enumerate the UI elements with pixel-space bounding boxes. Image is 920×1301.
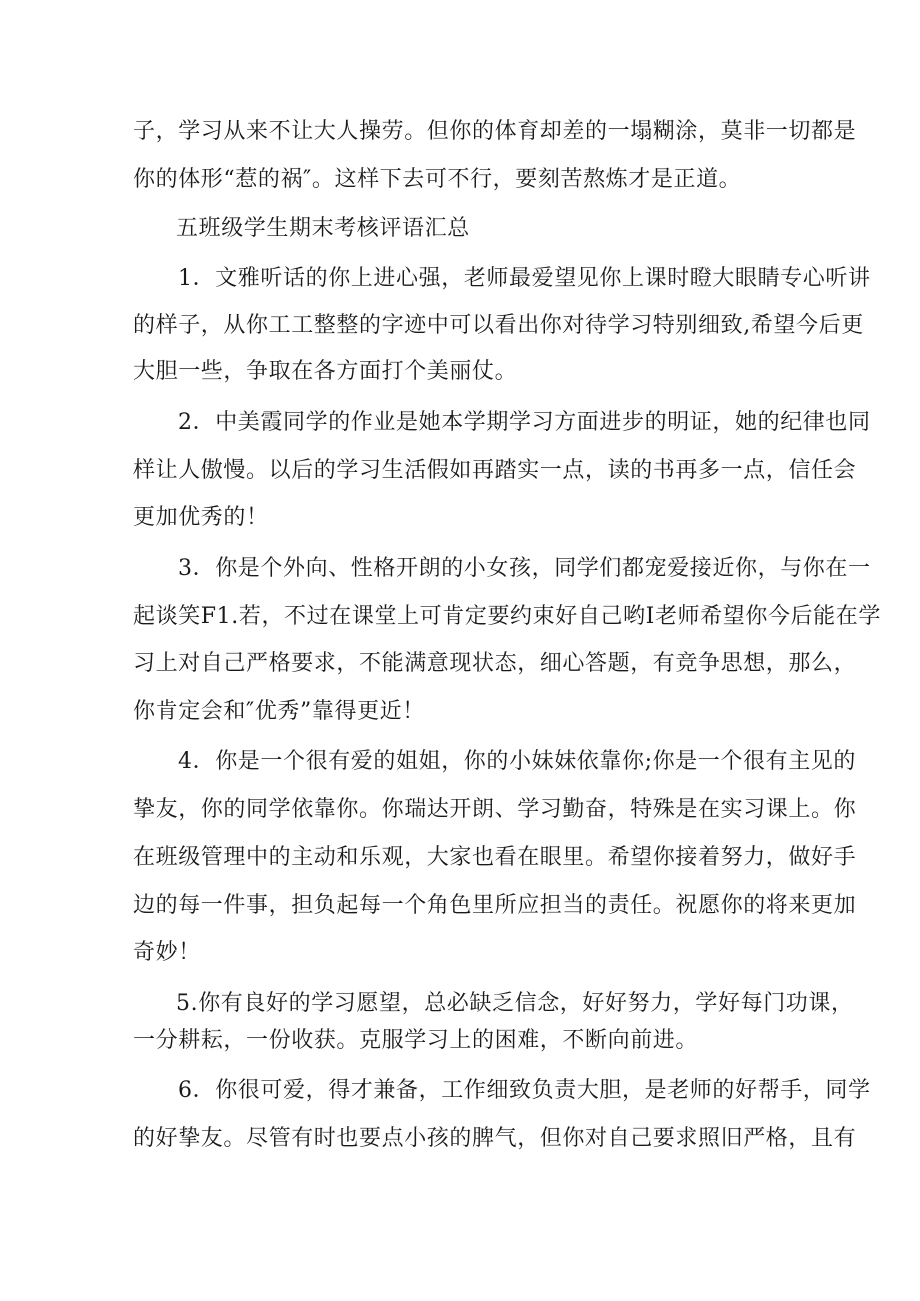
comment-4-line-3: 在班级管理中的主动和乐观，大家也看在眼里。希望你接着努力，做好手: [133, 845, 857, 870]
comment-2-line-1: 2．中美霞同学的作业是她本学期学习方面进步的明证，她的纪律也同: [178, 410, 871, 435]
intro-line-1: 子，学习从来不让大人操劳。但你的体育却差的一塌糊涂，莫非一切都是: [133, 119, 857, 144]
comment-5-line-2: 一分耕耘，一份收获。克服学习上的困难，不断向前进。: [133, 1028, 699, 1053]
comment-1-line-1: 1．文雅听话的你上进心强，老师最爱望见你上课时瞪大眼睛专心听讲: [178, 266, 871, 291]
comment-1-line-3: 大胆一些，争取在各方面打个美丽仗。: [133, 359, 518, 384]
comment-4-line-4: 边的每一件事，担负起每一个角色里所应担当的责任。祝愿你的将来更加: [133, 893, 857, 918]
intro-line-2: 你的体形“惹的祸″。这样下去可不行，要刻苦熬炼才是正道。: [133, 167, 742, 192]
section-heading: 五班级学生期末考核评语汇总: [176, 216, 470, 241]
comment-6-line-1: 6．你很可爱，得才兼备，工作细致负责大胆，是老师的好帮手，同学: [178, 1078, 871, 1103]
comment-2-line-3: 更加优秀的！: [133, 505, 269, 530]
comment-1-line-2: 的样子，从你工工整整的字迹中可以看出你对待学习特别细致,希望今后更: [133, 313, 864, 338]
comment-4-line-5: 奇妙！: [133, 940, 201, 965]
comment-3-line-4: 你肯定会和″优秀”靠得更近！: [133, 699, 425, 724]
comment-3-line-3: 习上对自己严格要求，不能满意现状态，细心答题，有竞争思想，那么，: [133, 651, 857, 676]
comment-3-line-2: 起谈笑F1.若，不过在课堂上可肯定要约束好自己哟I老师希望你今后能在学: [133, 604, 881, 629]
comment-6-line-2: 的好挚友。尽管有时也要点小孩的脾气，但你对自己要求照旧严格，且有: [133, 1126, 857, 1151]
comment-2-line-2: 样让人傲慢。以后的学习生活假如再踏实一点，读的书再多一点，信任会: [133, 458, 857, 483]
comment-4-line-1: 4．你是一个很有爱的姐姐，你的小妹妹依靠你;你是一个很有主见的: [178, 749, 857, 774]
comment-3-line-1: 3．你是个外向、性格开朗的小女孩，同学们都宠爱接近你，与你在一: [178, 556, 871, 581]
comment-4-line-2: 挚友，你的同学依靠你。你瑞达开朗、学习勤奋，特殊是在实习课上。你: [133, 797, 857, 822]
comment-5-line-1: 5.你有良好的学习愿望，总必缺乏信念，好好努力，学好每门功课，: [176, 991, 854, 1016]
